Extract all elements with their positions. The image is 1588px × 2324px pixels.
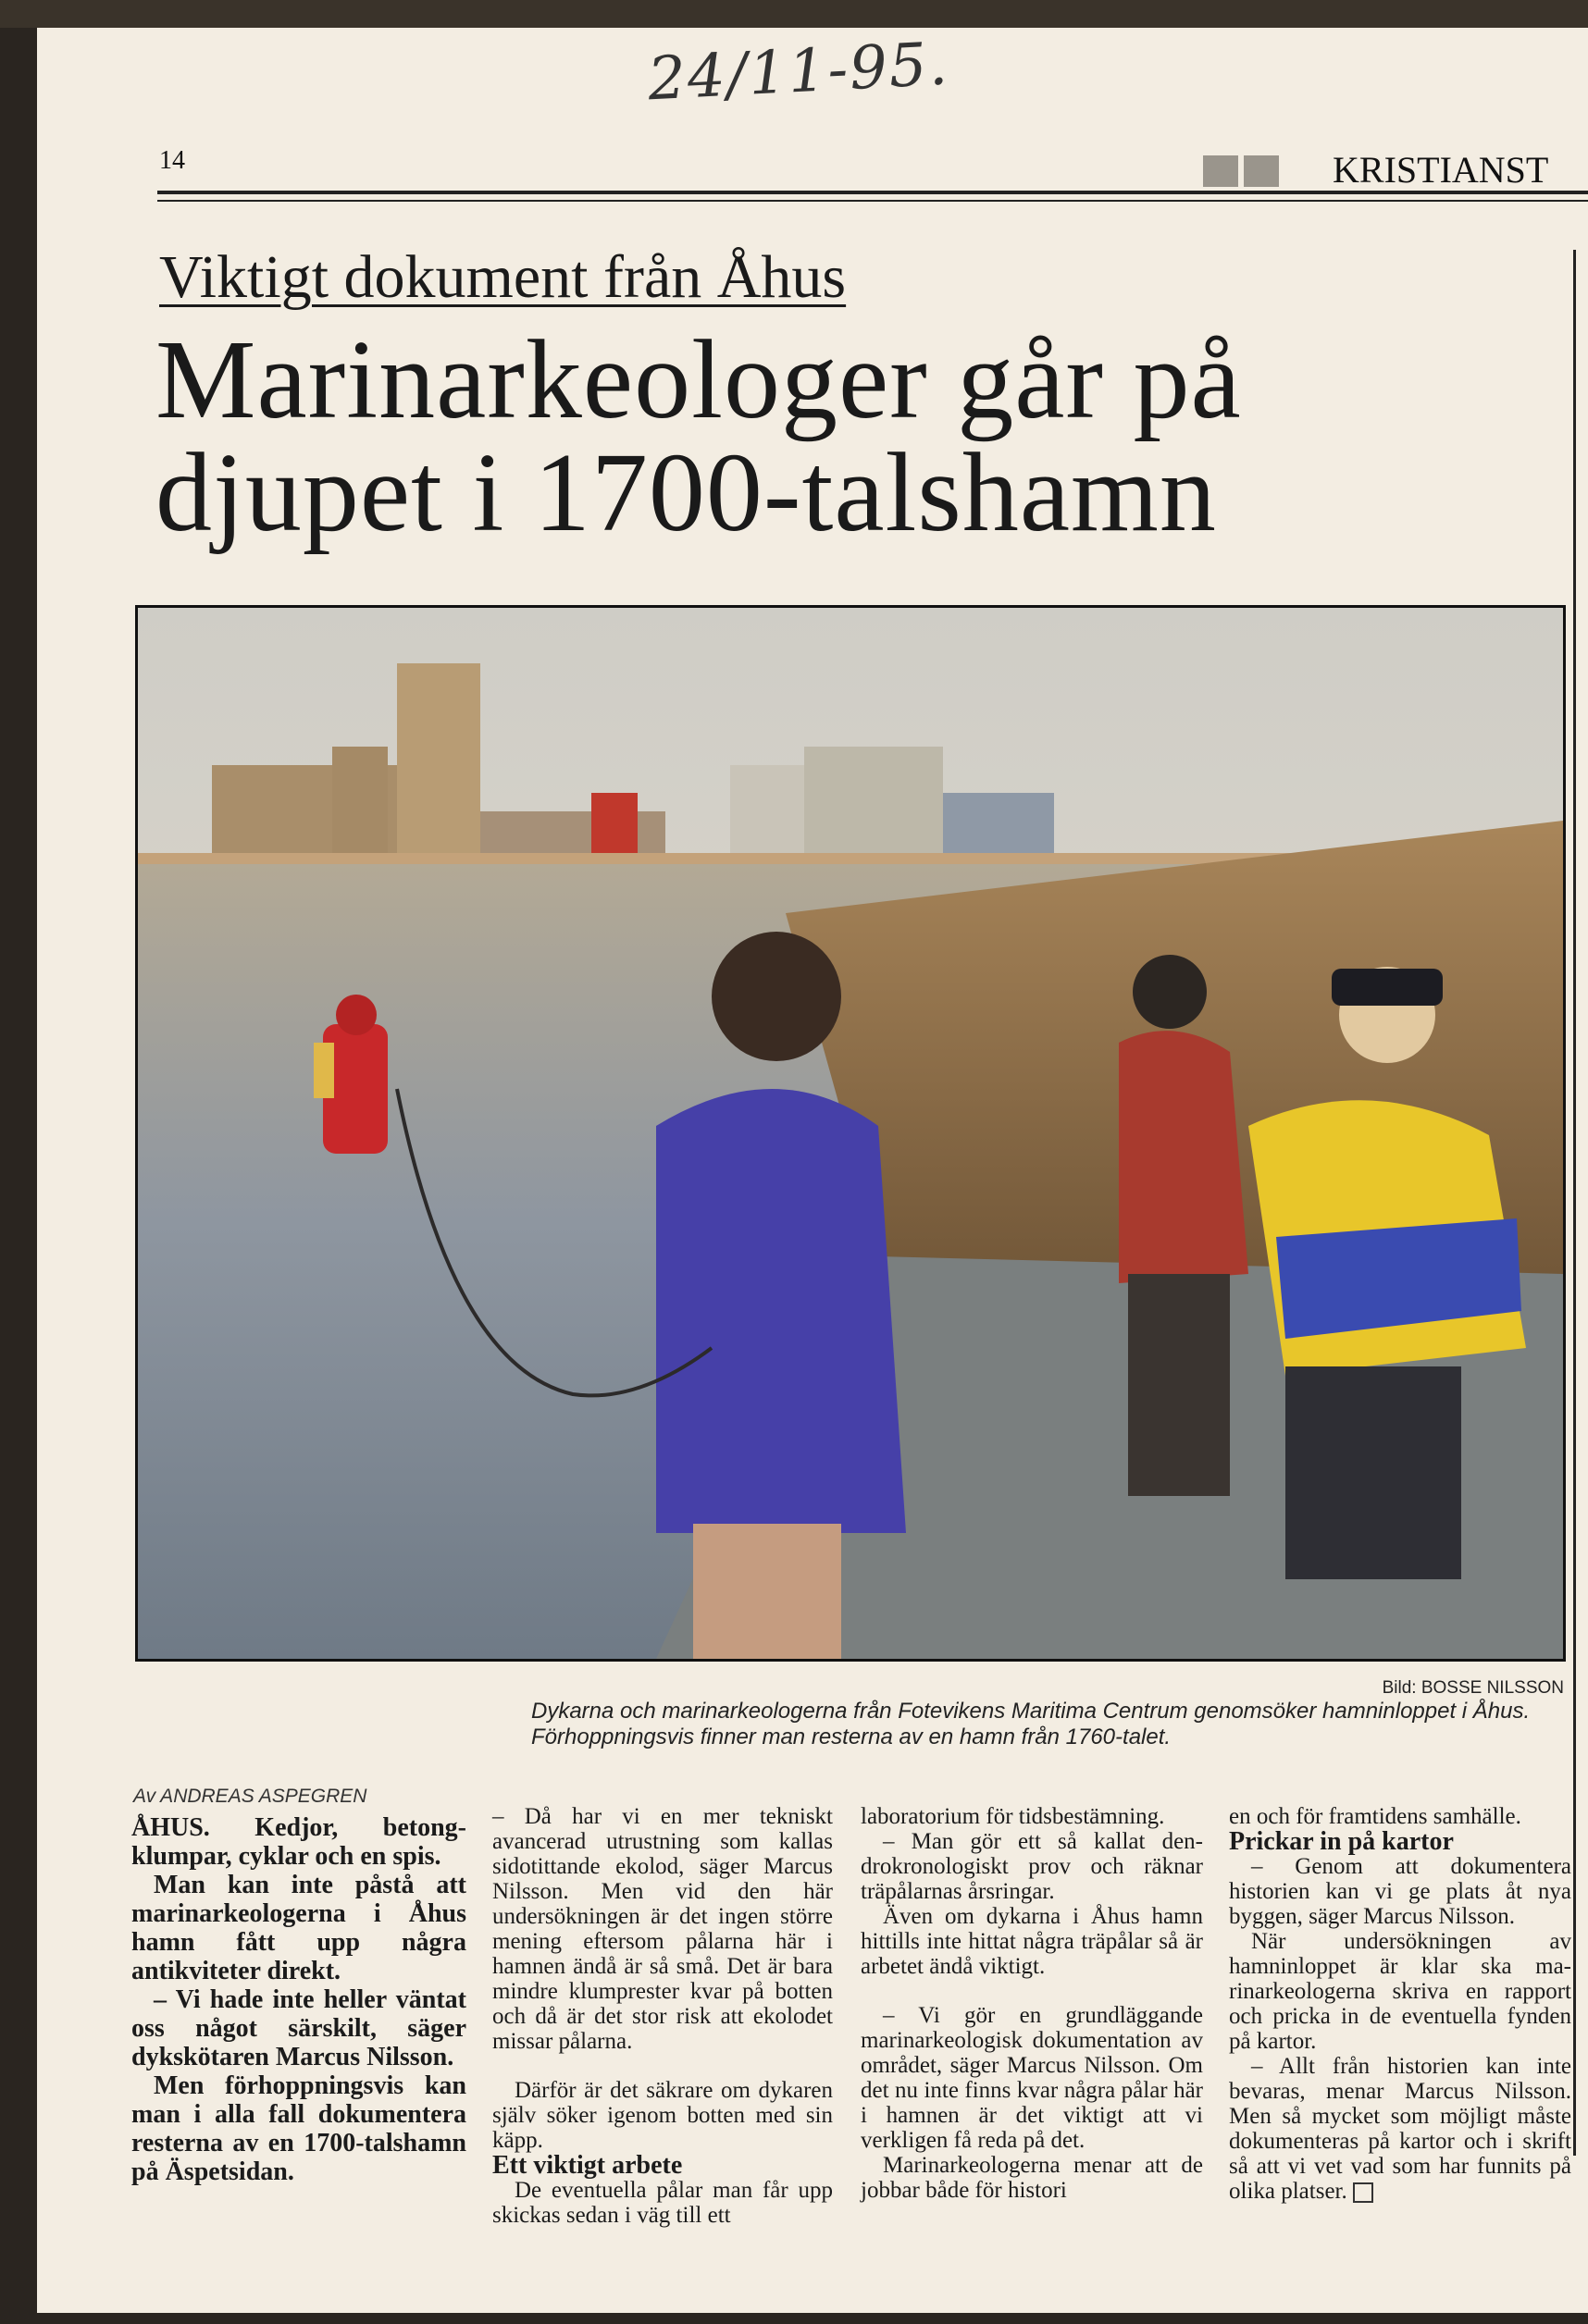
subheading: Prickar in på kartor [1229,1827,1454,1856]
body-paragraph: – Genom att dokumentera historien kan vi ge plats åt nya byggen, säger Marcus Nilsson. [1229,1854,1571,1929]
body-paragraph: När undersökningen av hamninloppet är klar ska marinarkeologerna skriva en rapport och pricka in de eventuella fynden på kartor. [1229,1929,1571,2054]
article-photo [135,605,1566,1662]
subheading: Ett viktigt arbete [492,2151,683,2180]
headline-line-2: djupet i 1700-talshamn [155,430,1217,555]
page-number: 14 [159,146,185,175]
body-paragraph: laboratorium för tidsbestämning. [861,1804,1165,1829]
closing-text: – Allt från historien kan inte bevaras, menar Marcus Nilsson. Men så mycket som möjligt måste dokumenteras på kartor och i skrift så att vi vet vad som har funnits på olika platser. [1229,2054,1571,2204]
handwritten-date: 24/11-95. [646,30,951,115]
photo-caption: Dykarna och marinarkeologerna från Fotevikens Maritima Centrum genomsöker hamninloppet i Åhus. Förhoppningsvis finner man resterna av en hamn från 1760-talet. [531,1699,1531,1749]
headline [155,317,1562,555]
header-rule [157,191,1588,194]
headline-line-1: Marinarkeologer går på [155,317,1242,442]
byline: Av ANDREAS ASPEGREN [133,1786,367,1807]
body-paragraph: – Vi gör en grundläggande marinarkeologisk dokumentation av området, säger Marcus Nilsson. Om det nu inte finns kvar några pålar här i hamnen är det viktigt att vi verkligen få reda på det. [861,2003,1203,2153]
photo-credit: Bild: BOSSE NILSSON [1382,1678,1564,1698]
header-rule-thin [157,200,1588,202]
body-paragraph: De eventuella pålar man får upp skickas sedan i väg till ett [492,2178,833,2228]
lead-paragraph: ÅHUS. Kedjor, betongklumpar, cyklar och en spis. [131,1813,466,1871]
body-paragraph: en och för framtidens samhälle. [1229,1804,1521,1829]
end-mark-icon [1353,2182,1373,2203]
article-column-4 [1229,1804,1571,2204]
body-paragraph [1229,2054,1571,2204]
body-paragraph: Man kan inte påstå att marinarkeologerna i Åhus hamn fått upp några antikviteter direkt. [131,1871,466,1985]
article-column-3 [861,1804,1203,2203]
section-marks [1203,155,1284,192]
body-paragraph: – Vi hade inte heller väntat oss något särskilt, säger dykskötaren Marcus Nilsson. [131,1985,466,2071]
harbour-divers-photo [138,608,1563,1659]
section-name: KRISTIANST [1333,149,1549,191]
body-paragraph: – Man gör ett så kallat dendrokronologiskt prov och räknar träpålarnas årsringar. [861,1829,1203,1904]
kicker: Viktigt dokument från Åhus [159,243,847,311]
body-paragraph: Även om dykarna i Åhus hamn hittills inte hittat några träpålar så är arbetet ändå viktigt. [861,1904,1203,1979]
column-rule [1573,250,1576,2156]
body-paragraph: – Då har vi en mer tekniskt avancerad utrustning som kallas sidotittande ekolod, säger Marcus Nilsson. Men vid den här undersökningen är det ingen större mening eftersom pålarna här i hamnen ändå är så små. Det är bara mindre klumprester kvar på botten och då är det stor risk att ekolodet missar pålarna. [492,1804,833,2054]
article-column-1 [131,1813,466,2186]
body-paragraph: Men förhoppningsvis kan man i alla fall dokumentera resterna av en 1700-talshamn på Äspetsidan. [131,2071,466,2186]
body-paragraph: Marinarkeologerna menar att de jobbar både för histori [861,2153,1203,2203]
body-paragraph: Därför är det säkrare om dykaren själv söker igenom botten med sin käpp. [492,2078,833,2153]
article-column-2 [492,1804,833,2228]
